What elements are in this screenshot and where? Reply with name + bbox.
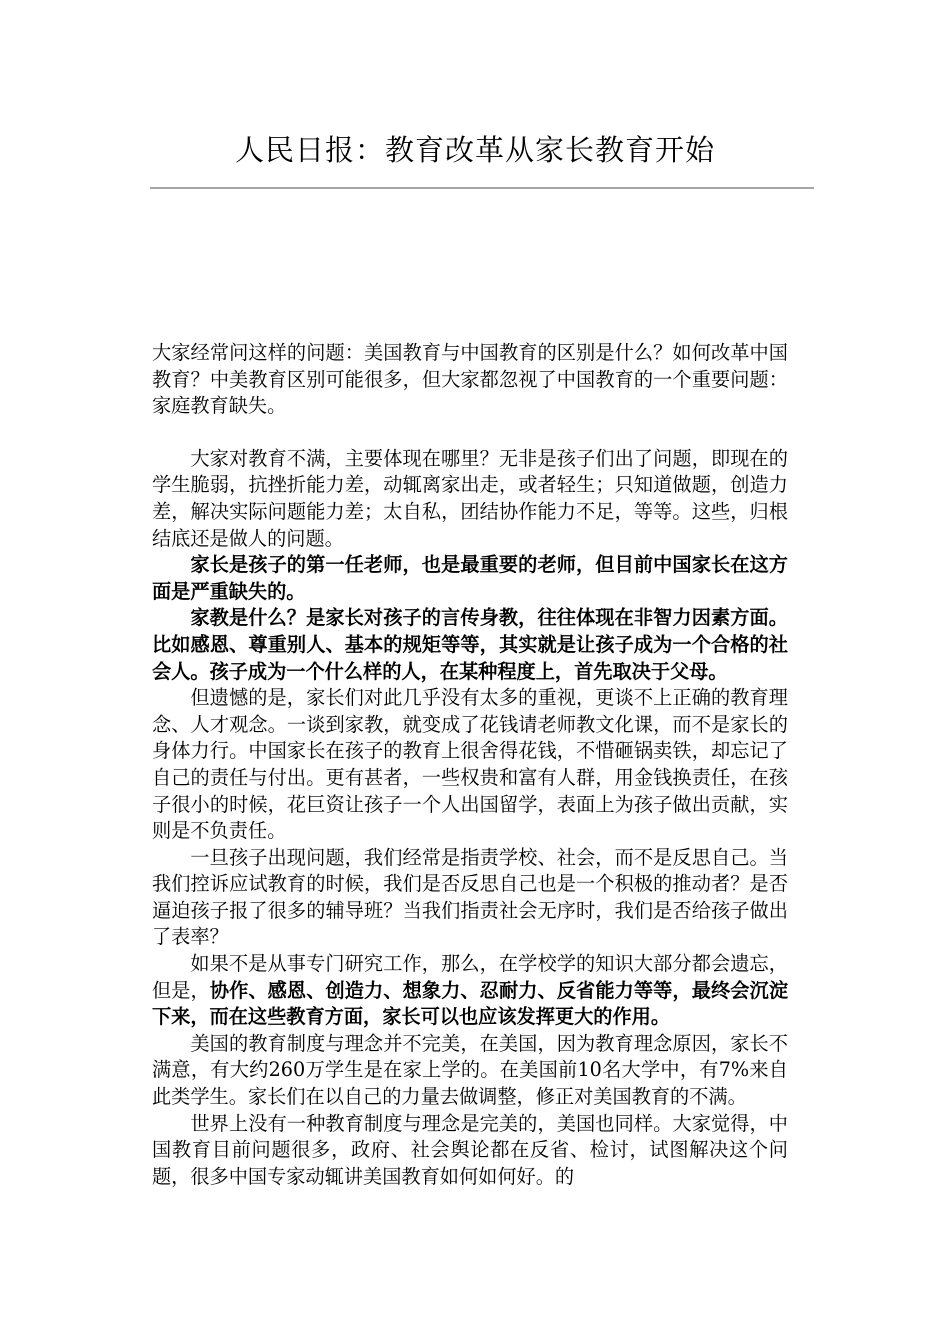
title-divider xyxy=(150,187,814,189)
paragraph-first-teacher: 家长是孩子的第一任老师，也是最重要的老师，但目前中国家长在这方面是严重缺失的。 xyxy=(152,553,788,603)
paragraph-american-education: 美国的教育制度与理念并不完美，在美国，因为教育理念原因，家长不满意，有大约260万学生是在家上学的。在美国前10名大学中，有7%来自此类学生。家长们在以自己的力量去做调整，修正对美国教育的不满。 xyxy=(152,1031,788,1109)
article-body xyxy=(152,340,788,1190)
paragraph-blame: 一旦孩子出现问题，我们经常是指责学校、社会，而不是反思自己。当我们控诉应试教育的时候，我们是否反思自己也是一个积极的推动者？是否逼迫孩子报了很多的辅导班？当我们指责社会无序时，我们是否给孩子做出了表率？ xyxy=(152,845,788,949)
paragraph-regret: 但遗憾的是，家长们对此几乎没有太多的重视，更谈不上正确的教育理念、人才观念。一谈到家教，就变成了花钱请老师教文化课，而不是家长的身体力行。中国家长在孩子的教育上很舍得花钱，不惜砸锅卖铁，却忘记了自己的责任与付出。更有甚者，一些权贵和富有人群，用金钱换责任，在孩子很小的时候，花巨资让孩子一个人出国留学，表面上为孩子做出贡献，实则是不负责任。 xyxy=(152,686,788,843)
paragraph-lasting-qualities-plain: 如果不是从事专门研究工作，那么，在学校学的知识大部分都会遗忘，但是， xyxy=(152,952,788,1002)
paragraph-dissatisfaction: 大家对教育不满，主要体现在哪里？无非是孩子们出了问题，即现在的学生脆弱，抗挫折能力差，动辄离家出走，或者轻生；只知道做题，创造力差，解决实际问题能力差；太自私，团结协作能力不足，等等。这些，归根结底还是做人的问题。 xyxy=(152,446,788,550)
paragraph-intro: 大家经常问这样的问题：美国教育与中国教育的区别是什么？如何改革中国教育？中美教育区别可能很多，但大家都忽视了中国教育的一个重要问题：家庭教育缺失。 xyxy=(152,341,788,418)
paragraph-no-perfect-system: 世界上没有一种教育制度与理念是完美的，美国也同样。大家觉得，中国教育目前问题很多，政府、社会舆论都在反省、检讨，试图解决这个问题，很多中国专家动辄讲美国教育如何如何好。的 xyxy=(152,1111,788,1188)
paragraph-what-is-family-education: 家教是什么？是家长对孩子的言传身教，往往体现在非智力因素方面。比如感恩、尊重别人、基本的规矩等等，其实就是让孩子成为一个合格的社会人。孩子成为一个什么样的人，在某种程度上，首先取决于父母。 xyxy=(152,606,788,683)
paragraph-lasting-qualities xyxy=(152,951,788,1031)
paragraph-lasting-qualities-bold: 协作、感恩、创造力、想象力、忍耐力、反省能力等等，最终会沉淀下来，而在这些教育方面，家长可以也应该发挥更大的作用。 xyxy=(152,978,789,1029)
document-title: 人民日报：教育改革从家长教育开始 xyxy=(234,133,715,167)
